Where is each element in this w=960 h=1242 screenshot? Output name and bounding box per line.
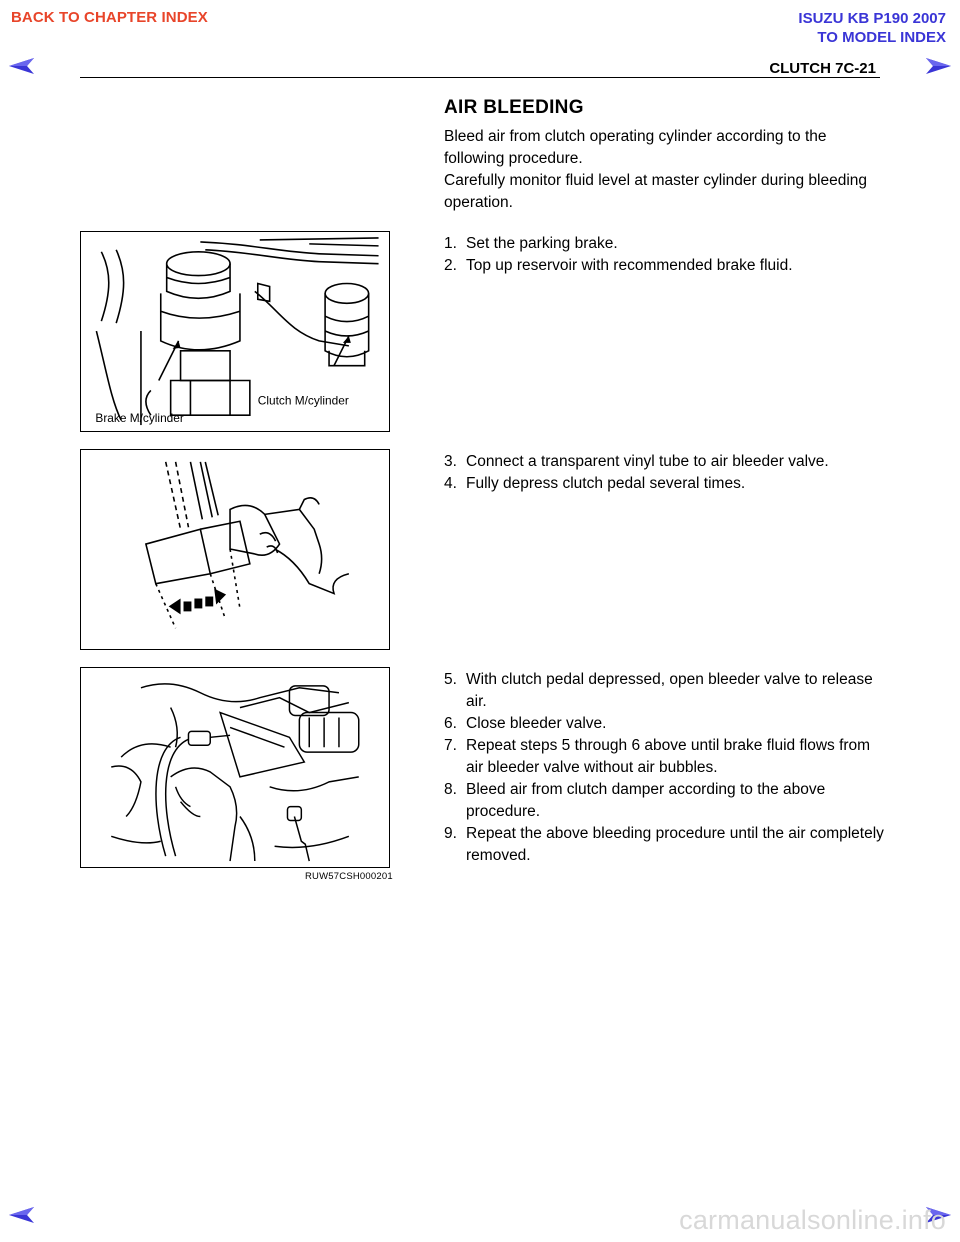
list-item: 8. Bleed air from clutch damper according to the above procedure.: [444, 781, 826, 820]
list-item: 6. Close bleeder valve.: [444, 715, 607, 732]
page-header-title: CLUTCH 7C-21: [769, 60, 876, 77]
clutch-cylinder-label: Clutch M/cylinder: [257, 393, 349, 408]
bleeder-valve-figure: [80, 667, 390, 868]
clutch-pedal-figure: [80, 449, 390, 650]
previous-page-arrow-icon[interactable]: [8, 57, 36, 75]
brake-cylinder-label: Brake M/cylinder: [95, 411, 184, 426]
figure-caption: RUW57CSH000201: [305, 871, 393, 882]
steps-group-3: [444, 669, 884, 867]
clutch-pedal-illustration: [81, 450, 389, 649]
list-item: 5. With clutch pedal depressed, open bleeder valve to release air.: [444, 671, 873, 710]
to-model-index-label: TO MODEL INDEX: [817, 29, 946, 46]
next-page-arrow-icon[interactable]: [924, 57, 952, 75]
list-item: 1. Set the parking brake.: [444, 235, 618, 252]
intro-line: Bleed air from clutch operating cylinder according to the: [444, 128, 827, 145]
intro-line: operation.: [444, 194, 513, 211]
master-cylinder-figure: [80, 231, 390, 432]
section-title: AIR BLEEDING: [444, 97, 584, 118]
bleeder-valve-illustration: [81, 668, 389, 867]
header-divider: [80, 77, 880, 78]
list-item: 9. Repeat the above bleeding procedure until the air completely removed.: [444, 825, 884, 864]
model-title: ISUZU KB P190 2007: [798, 10, 946, 27]
list-item: 3. Connect a transparent vinyl tube to air bleeder valve.: [444, 453, 829, 470]
steps-group-2: [444, 451, 884, 495]
steps-group-1: [444, 233, 884, 277]
site-watermark: carmanualsonline.info: [679, 1205, 946, 1235]
list-item: 2. Top up reservoir with recommended brake fluid.: [444, 257, 793, 274]
list-item: 4. Fully depress clutch pedal several times.: [444, 475, 746, 492]
intro-line: Carefully monitor fluid level at master cylinder during bleeding: [444, 172, 868, 189]
intro-line: following procedure.: [444, 150, 583, 167]
model-index-link[interactable]: [798, 9, 946, 47]
list-item: 7. Repeat steps 5 through 6 above until brake fluid flows from air bleeder valve without air bubbles.: [444, 737, 871, 776]
intro-paragraph: [444, 126, 884, 214]
master-cylinder-illustration: [81, 232, 389, 431]
back-to-chapter-index-link[interactable]: BACK TO CHAPTER INDEX: [11, 9, 208, 26]
previous-page-arrow-icon[interactable]: [8, 1206, 36, 1224]
